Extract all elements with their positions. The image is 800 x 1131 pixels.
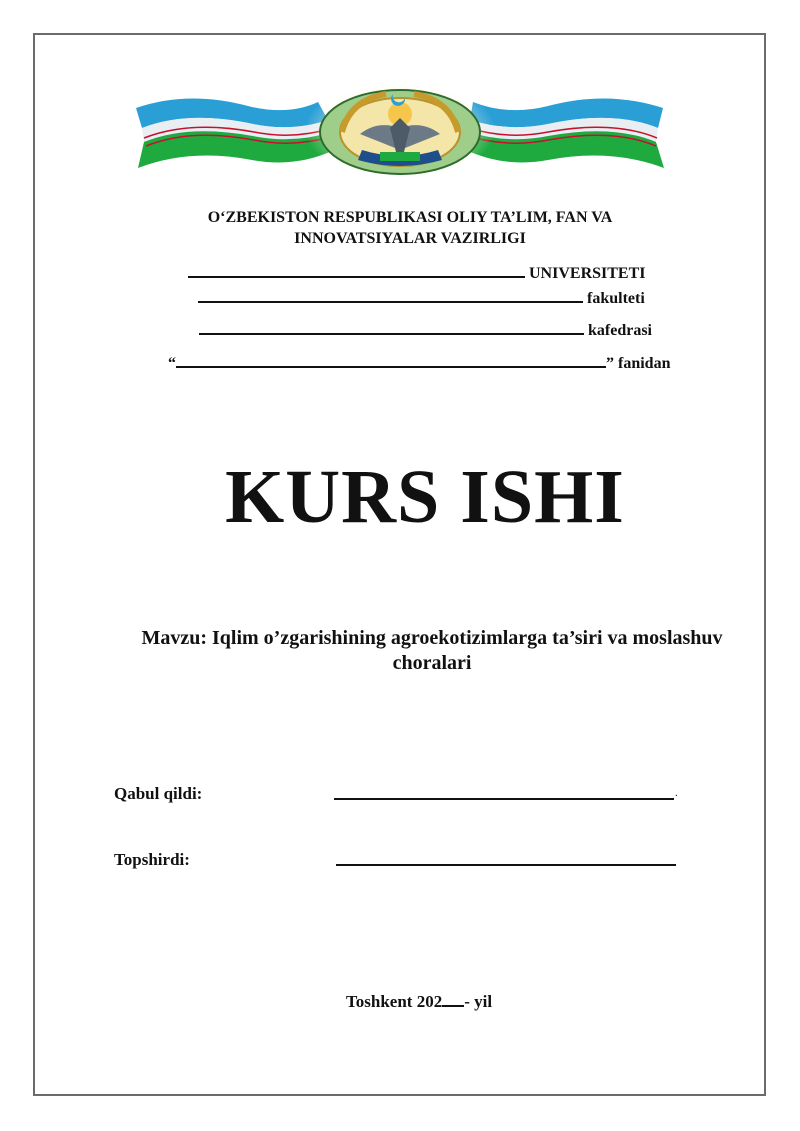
- year-blank-line: [442, 991, 464, 1007]
- accepted-by-line: [334, 798, 674, 800]
- subject-row: [168, 352, 670, 374]
- department-blank-line: [199, 319, 584, 335]
- faculty-blank-line: [198, 287, 583, 303]
- topic-line-2: choralari: [392, 652, 472, 674]
- city-year: [346, 991, 492, 1012]
- accepted-by-suffix: .: [675, 787, 678, 799]
- faculty-row: [198, 287, 645, 309]
- subject-blank-line: [176, 352, 606, 368]
- university-label: UNIVERSITETI: [529, 265, 646, 282]
- ministry-heading: [120, 207, 700, 249]
- topic-line-1: Mavzu: Iqlim o’zgarishining agroekotizimlarga ta’siri va moslashuv: [141, 627, 723, 649]
- accepted-by-label: Qabul qildi:: [114, 784, 203, 803]
- flag-left: [136, 98, 334, 168]
- topic-block: [112, 626, 752, 676]
- flag-right: [466, 98, 664, 168]
- page-border: [33, 33, 766, 1096]
- subject-label: ” fanidan: [606, 355, 671, 372]
- ministry-line-2: INNOVATSIYALAR VAZIRLIGI: [294, 230, 526, 247]
- department-label: kafedrasi: [588, 322, 652, 339]
- coat-of-arms: [305, 80, 495, 180]
- subject-open-quote: “: [168, 355, 176, 372]
- document-title: KURS ISHI: [225, 455, 625, 539]
- year-suffix: - yil: [464, 992, 493, 1011]
- ministry-line-1: O‘ZBEKISTON RESPUBLIKASI OLIY TA’LIM, FAN VA: [207, 209, 613, 226]
- university-row: [188, 262, 645, 284]
- submitted-by-line: [336, 864, 676, 866]
- submitted-by-label: Topshirdi:: [114, 850, 190, 869]
- state-emblem-banner: [128, 80, 673, 180]
- department-row: [199, 319, 652, 341]
- university-blank-line: [188, 262, 525, 278]
- faculty-label: fakulteti: [587, 290, 645, 307]
- city-label: Toshkent 202: [346, 992, 443, 1011]
